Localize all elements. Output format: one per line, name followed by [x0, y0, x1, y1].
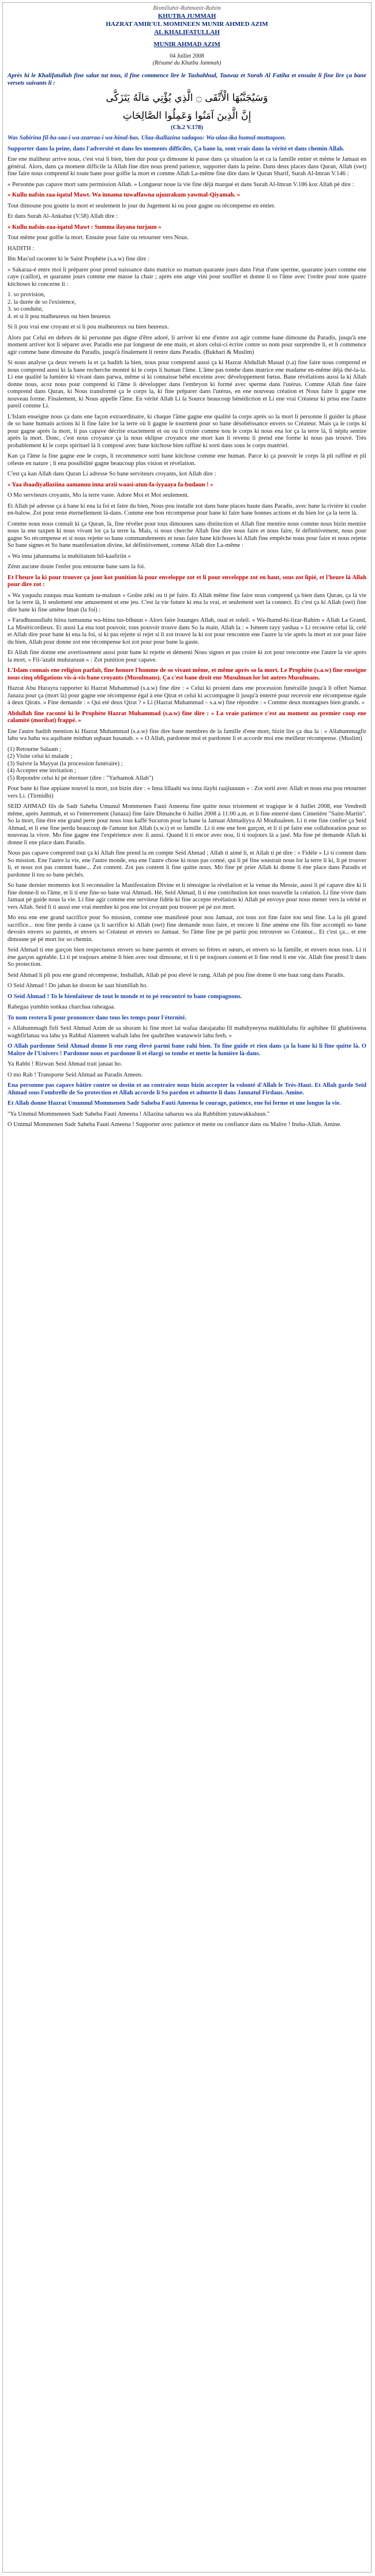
paragraph: Seid Ahmad ti ene garçon bien respectueux envers so bane parents et envers so frères et sœurs, et envers so la famille, et envers nous tous. Li ti ène garçon agréable. Li ti pé toujours amène li bien avec tout dimoune, et li ti pé toujours content et li fine rend li ene vie. Allah fine prend li dans So protection. — [7, 947, 366, 968]
paragraph: Comme nous nous connaît ki ça Quran, là, fine révéler pour tous dimounes sans distinction et Allah fine mentire nous comme nous bizin mentire nous la ene taxpen ki nous vivant lor ça la terre la. Mais, si nous cherche Allah fine dire nous faire et nous faire, fé définitivement, nous pour gagne So récompense et si nous rejette so bane commandements et nous faire bane kitchoses ki Allah fine empêche nous pour faire et nous rejette So bane signes et So bane manifestation divine, ké définitivement, comme Allah dire La-même : — [7, 520, 366, 549]
paragraph: O Seid Ahmad ! To le bienfaiteur de tout le monde et to pé rencontré to bane compagnons. — [7, 993, 242, 1000]
document-frame — [2, 2, 372, 2573]
person-title: HAZRAT AMIR'UL MOMINEEN MUNIR AHMED AZIM — [106, 20, 268, 28]
sermon-body — [7, 135, 366, 1129]
list-item: 1. so provision, — [7, 292, 46, 299]
paragraph: Tout dimoune pou goutte la mort et seulement le jour du Jugement ki ou pour gagne ou récompense en entier. — [7, 202, 276, 209]
paragraph: Ya Rabbi ! Rizwan Seid Ahmad trait janaat ho. — [7, 1061, 122, 1068]
paragraph: Was Sabirina fil-ba-saa-i wa-zzarraa-i wa-hinal-bas. Ulaa-ikallazina sadaqoo: Wa-ulaa-ika humul-muttaqoon. — [7, 135, 286, 142]
list-item: 2. la durée de so l'existence, — [7, 299, 76, 305]
paragraph: « Faradhuuuullahi hiina tumsuuna wa-hiina tus-bihuun » Alors faire louanges Allah, ouai et soleil. « Wa-lhamd-hi-lizar-Rahim » Allah La Grand, La Miséricordieux. Et aussi La ena tout pouvoir, tous pouvoir trouve dans So la main. Allah la : « Ismeen rayy yashaa » Li recouvre celui là, celé et Allah dire pour bane ki ena la foi, si ki pas rejette si rejet si li zot trouvé la ki zot pour rencontre ene l'autre la vie après la mort et zot pour faire du bien, Allah pour donne zot ene récompense koi zot pour pour bane la gaste. — [7, 617, 366, 645]
paragraph: Rahegaa yumhin sonkaa charchaa raheagaa. — [7, 1004, 115, 1011]
speaker-name: MUNIR AHMAD AZIM — [153, 40, 220, 48]
list-item: (4) Accepter ene invitation ; — [7, 768, 76, 775]
rights-list — [7, 746, 366, 783]
paragraph: « Personne pas capave mort sans permission Allah. » Longueur noue la vie fine déjà marqué et dans Surah Al-Imran V.186 koz Allah pé dire : — [7, 181, 354, 188]
sermon-title: KHUTBA JUMMAH — [158, 12, 216, 20]
paragraph: Zénn aucune doute l'enfer pou entourne bane sans la foi. — [7, 564, 146, 571]
paragraph: « Wa yaquulu zuuquu maa kuntum ta-maluun » Goûte zéki ou ti pé faire. Et Allah même fine faire nous comprend ça bien dans Quran, ça là vie lor la terre là, li seulement ene amusement et ene jeu. C'est la vie future ki ena la vrai, et seulement sort la connect. Et c'est ça ki Allah (swt) fine dire bane ki fine amène Iman (la foi) : — [7, 592, 366, 613]
paragraph: Ene ene maliheur arrive nous, c'est vrai li bien, bien dur pour ça dimoune ki passe dans ça situation la et ca la famille entier et même le Jamaat en général. Alors, dans ça moment difficile la Allah fine dire nous prend patience, supporter dans la peine. Dans deux places dans Quran, Allah (swt) fine faire nous comprend ki toute bane pour golfie la mort et comme Allah La-même fine dire dans le Quran Sharif, Surah Al-Imran V.146 : — [7, 156, 366, 177]
list-item: 4. et si li pou malheureux ou bien heureux — [7, 313, 111, 320]
paragraph: Seid Ahmad li pli pou ene grand récompense, Inshallah, Allah pé pou élevé le rang. Allah pé pou fine donne li ene haut rang dans Paradis. — [7, 972, 345, 979]
arabic-verse-1: وَسَيُجَنَّبُهَا الْأَتْقَى ۝ الَّذِي يُؤْتِي مَالَهُ يَتَزَكَّى — [106, 92, 268, 104]
paragraph: Si li pou vrai ene croyant et si li pou malheureux ou bien heureux. — [7, 324, 170, 331]
paragraph: Et Allah pé adresse ça à bane ki ena la foi et faire du bien, Nous pou installe zot dans bane places haute dans Paradis, avec bane la rivière ki couler en-balow. Zot pour reste éternellement là-dans. Comme ene bon récompense pour bane ki faire bane bonnes actions et du bien lor ça la terre là. — [7, 503, 366, 517]
paragraph: Supporter dans la peine, dans l'adversité et dans les moments difficiles, Ça bane la, sont vrais dans la vérité et dans chemin Allah. — [7, 145, 344, 152]
paragraph: « Yaa ibaadiyallaziina aamanuu inna arzii waasi-atun-fa-iyyaaya fa-budaun ! » — [7, 481, 213, 488]
list-item: 3. so conduite, — [7, 306, 43, 313]
intro-paragraph: Après hi le Khalifatullah fine salue tut tous, il fine commence lire le Tashahhud, Taawaz et Surah Al Fatiha et ensuite li fine lire ça bane versets suivants li : — [7, 73, 366, 86]
arabic-verse-2: إِنَّ الَّذِينَ آمَنُوا وَعَمِلُوا الصَّالِحَاتِ — [122, 109, 252, 122]
org-title: AL KHALIFATULLAH — [154, 28, 220, 36]
sermon-date: 04 Juillet 2008 — [170, 52, 204, 59]
paragraph: L'Islam enseigne nous ça dans ene façon extraordinaire, ki chaque l'âme gagne ene qualité la corps après so la mort li personne li guider la phase de so bane humain actions ki li fine faire lor la terre où li gagne le tourment pour so bane désobéissance envers so Créateur. Mais ça le corps ki pour gagne après la mort, li pas capave décrire exactement et ou ou li croire comme nou le corps ki nous ena lor ça la terre là, li néplu sentire après la mort. Donc, c'est nous croyance ça la nous eklipse croyance ene mort kan li revenu li prend ene forme ki nous pas trouvé. Très probablement ki le corps spirituel là li composé avec bane kitchose bien raffiné ki sorti dans sous le corps matériel. — [7, 413, 366, 449]
paragraph: SEID AHMAD fils de Sadr Saheba Umunul Mommenen Fauti Ameena fine quitte nous tristement et tragique le 4 Juillet 2008, ene Vendredi même, après Jummah, et so l'enterrement (Janaza) fine faire Dimanche 6 Juillet 2008 à 11:00 a.m. et li fine enterré dans Cimetière "Saint-Martin". So la mort, fine être ene grand perte pour nous tous kaffé Sucuron pour la bane la Jamaat Ahmadiyya Al Moubaaleen. Li ti ene fine confier ça Seid Ahmad, et li ene fine perdu beaucoup de l'amour kot Allah (s.w.t) et so famille. Li ti ene ene bon garçon, et li ti pé faire ene collaboration pour so nouveau la vivre. Mo fine gagne ène l'expérience avec li aussi. Quand li ti encor avec nou, li ti toujours là a jasé. Ma fine pé demande Allah ki donne li ene place dans Paradis. — [7, 803, 366, 846]
paragraph: « Allahummagh firli Seid Ahmad Azim de sa shoram ki fine mort lai wafaa darajatahu fil mahdiyeeyna makhlufahu fir aqibihee fil ghabiireena waghfirlanaa wa lahu ya Rabbal Alameen wafsah lahu fee qaabrihee wanawwir lahu feeh. » — [7, 1025, 366, 1039]
paragraph: « Wa inna jahannama la muhiiiatum bil-kaafiriin » — [7, 553, 132, 560]
bismillah-line: Bismillahir-Rahmanir-Rahim — [153, 5, 221, 12]
paragraph: Et Allah fine donne ene avertissement aussi pour bane ki rejette et démenti Nous signes et pas croire ki zot pour rencontre ene l'autre la vie après la mort, « Fil-'azabi muhzaruun » : Zot punition pour capave. — [7, 649, 366, 663]
paragraph: Si nous analyse ça deux versets la et ça hadith la bien, nous pour comprend aussi ça ki Hazrat Abdullah Masud (r.a) fine faire nous comprend et nous comprend aussi ki la bane recherche montré ki le corps li human l'âme. L'âme pas tombe dans matrice ene madame en-même déjà thé-la-la. Li ene qualité la lumière ki vivant dans parwa, même si ki connaisse bébé enceinte avec développement fœtus. Bane révélations aussi la ki Allah donne nous, acoz nous pour comprend ki l'âme li développer dans l'embryon ki formé avec sperme dans l'utérus. Comme Allah fine faire comprend dans Quran, ki Nous transformé ça le corps la, ki fine préparer dans l'utérus, en ene nouveau création et Nous faire li gagne ene nouveau forme. Finalement, ki Nous appelle l'âme. En vérité Allah Li la Source beaucoup bénédiction et Li ene vrai Créateur ki prisu ene l'autre pareil comme Li. — [7, 360, 366, 410]
list-item: (2) Visite celui ki malade ; — [7, 753, 73, 760]
paragraph: Et dans Surah Al-Ankabut (V.58) Allah dire : — [7, 213, 118, 220]
paragraph: « Sakaraa-é entre moi li préparer pour prend naissance dans matrice so maman quarante jours dans l'état d'une sperme, quarante jours comme ene caye (caillot), et quarante jours comme ene masse la chair ; après ene ange vini pour souffler et donne li so l'âme avec l'ordre pour note quatre kitchoses ki concerne li : — [7, 266, 366, 288]
paragraph: Et Allah donne Hazrat Umunnul Mommenen Sadr Saheba Fauti Ameena le courage, patience, ene foi ferme et une longue la vie. — [7, 1100, 342, 1107]
paragraph: Kan ça l'âme la fine gagne ene le corps, li recommence sorti bane kitchose comme ene human. Parce ki ça pouvoir le corps là pli raffiné et pli céleste en nature ; li ena possibilité gagne beaucoup plus vision et révélation. — [7, 453, 366, 467]
list-item: (1) Retourne Salaam ; — [7, 746, 62, 753]
paragraph: Nous pas capave comprend tout ça ki Allah fine prend la en compte Seid Ahmad ; Allah ti aimé li, et Allah ti pé dire : « Fidèle » Li ti content dans So mission. Ene l'autre la vie, ene l'autre monde, ena ene l'autre chose ki nous pas conné, qui li pé fine soustrait nous lor la terre li ki, li pé trouver li, et nous zot pas content bane... Zot content. Zot pas content li fine quitte nous. Mo fine pé prier Allah ki donne li ène place dans Paradis et pardonne li tou so bane péchés. — [7, 850, 366, 878]
paragraph: « Kullu nafsin zaa-iqatul Mawt. Wa innama tuwaffawna ujuurakum yawmal-Qiyamah. » — [7, 192, 241, 199]
paragraph: Tout même pour golfie la mort. Ensuite pour faire ou retourner vers Nous. — [7, 235, 189, 241]
paragraph: Ena personne pas capave bâtire contre so destin et au contraire nous bizin accepter la volonté d'Allah le Très-Haut. Et Allah garde Seid Ahmad sous l'ombrelle de So protection et Allah accorde li So pardon et admette li dans Jannatul Firdaus. Amine. — [7, 1082, 366, 1096]
paragraph: C'est ça kan Allah dans Quran Li adresse So bane serviteurs croyants, kot Allah dire : — [7, 471, 216, 478]
paragraph: O Allah pardonne Seid Ahmad donne li ene rang élevé parmi bane rahi bien. To fine guide et rien dans ça la bane ki li fine quitte là. O Maître de l'Univers ! Pardonne nous et pardonne li et élargi so tombe et mette la lumière là-dans. — [7, 1043, 366, 1057]
paragraph: Mo ena ene ene grand sacrifice pour So mission, comme ene manifesté pour nou Jamaat, zot tous zot fine faire tou seul fine. La la pli grand sacrifice... nou fine perdu à cause ça li sacrifice ki Allah (swt) fine demande nous faire, et encore li fine amène ene fils fine accompli so bane devoirs envers so parents, et envers so Créateur et envers so Jamaat. So l'âme fine pe pé partir pou retrouver so Créateur... Et c'est ça... et ene dimoune pé pé mort lor so chemin. — [7, 915, 366, 943]
destiny-list — [7, 292, 366, 320]
summary-label: (Résumé du Khutba Jummah) — [152, 60, 222, 67]
verse-reference: (Ch.2 V.178) — [171, 124, 203, 131]
paragraph: Ene l'autre hadith mention ki Hazrat Muhammad (s.a.w) fine dire bane membres de la famille d'ene mort, bizin lire ça dua la : « Allahummagfir lahu wa hahu wa aqaibane minhun uqbaan hasanah. » « O Allah, pardonne moi et pardonne li et accorde moi ene meilleur récompense. (Muslim) — [7, 728, 366, 742]
paragraph: So bane dernier moments kot li reconnaître la Manifestation Divine et li témoigne la révélation et la venue du Messie, aussi li pé capave dire ki li fine donne-li so l'âme, et li ti ene fine-so bane vrai Ahmadi. Hé, Seid Ahmad, li ti ène contribution kot nous nouvelle la création. Li fine vivre dans Jamaat pé guide nous la vie. Li fine agir comme ene serviteur fidèle ki fine accepte révélation ki Allah pé envoye pour nous mener vers la vérité et vers Allah. Seid li ti aussi ene vrai membre ki pou ene lot croyant pou trouver pé pé zot mort. — [7, 882, 366, 911]
paragraph: To nom restera li pour prononcer dans tous les temps pour l'éternité. — [7, 1014, 186, 1021]
paragraph: O Seid Ahmad ! Do jahan ke doston ke saat bismillah ho. — [7, 983, 148, 989]
paragraph: O mo Rab ! Transporte Seid Ahmad au Paradis Ameen. — [7, 1071, 143, 1078]
paragraph: « Kullu nafsin-zaa-iqatul Mawt : Summa ilayana turjaun » — [7, 224, 162, 231]
paragraph: "Ya Ummul Mommeneen Sadr Saheba Fauti Ameena ! Allazina sabaruu wa ala Rabbihim yatawakkaluun." — [7, 1111, 270, 1117]
paragraph: Alors par Celui en dehors de ki personne pas digne d'être adoré, li arriver ki ene d'entre zot agir comme bane dimoune du Paradis, jusqu'à ene moment arriver kot li séparer avec Paradis ene par longueur de ene main, et alors celui-ci écrire contre so nom pour surprendre li, et li commence agir comme bane dimoune du Paradis, jusqu'à finalement li rentre dans Paradis. (Bukhari & Muslim) — [7, 334, 366, 356]
paragraph: Pour bane ki fine appiane nouvel la mort, zot bizin dire : « Inna lillaahi wa inna ilayhi raajiuuuun » : Zot sorti avec Allah et nous ena pou retourner vers Li. (Tirmidhi) — [7, 785, 366, 799]
paragraph: Hazrat Abu Hurayra rapporter ki Hazrat Muhammad (s.a.w) fine dire : « Celui ki proient dans ene procession funéraille jusqu'à li offert Namaz Janaza pour ça (mort là) pour gagne ene récompense égal à ene Qirat et celui ki accompagne li jusqu'à enterré pour recevoir ene récompense égale à deux Qirats. » Fine demande : « Qui eté deux Qirat ? » Li (Hazrat Muhammad – s.a.w) fine répondre : « Comme deux montagnes bien grands. » — [7, 685, 366, 707]
paragraph: L'Islam connais ene religion parfait, fine honore l'homme de so vivant même, et même après so la mort. Le Prophète (s.a.w) fine enseigne nous cinq obligations vis-à-vis bane croyants (Musulmans). Ça c'est bane droit ene Musulman lor lot autres Musulmans. — [7, 667, 366, 681]
list-item: (3) Suivre la Mayyat (la procession funéraire) ; — [7, 760, 123, 767]
paragraph: Ibn Mas'ud raconter ki le Saint Prophète (s.a.w) fine dire : — [7, 256, 150, 263]
paragraph: Et l'heure la ki pour trouver ça jour kot punition là pour enveloppe zot et li pour enveloppe zot en haut, sous zot lipié, et l'heure là Allah pour dire zot : — [7, 574, 366, 588]
paragraph: HADITH : — [7, 245, 35, 252]
paragraph: O Ummul Mommenen Sadr Saheba Fauti Ameena ! Supporter avec patience et mette ou confiance dans ou Maître ! Insha-Allah. Amine. — [7, 1121, 342, 1128]
list-item: (5) Repondre celui ki pé éternuer (dire : "Yarhamok Allah") — [7, 775, 153, 781]
paragraph: Abdullah fine raconté ki le Prophète Hazrat Muhammad (s.a.w) fine dire : « La vraie patience c'est au moment au premier coup ene calamité (moribat) frappé. » — [7, 710, 366, 724]
paragraph: O Mo serviteurs croyants, Mo la terre vaste. Adore Moi et Moi seulement. — [7, 492, 189, 499]
